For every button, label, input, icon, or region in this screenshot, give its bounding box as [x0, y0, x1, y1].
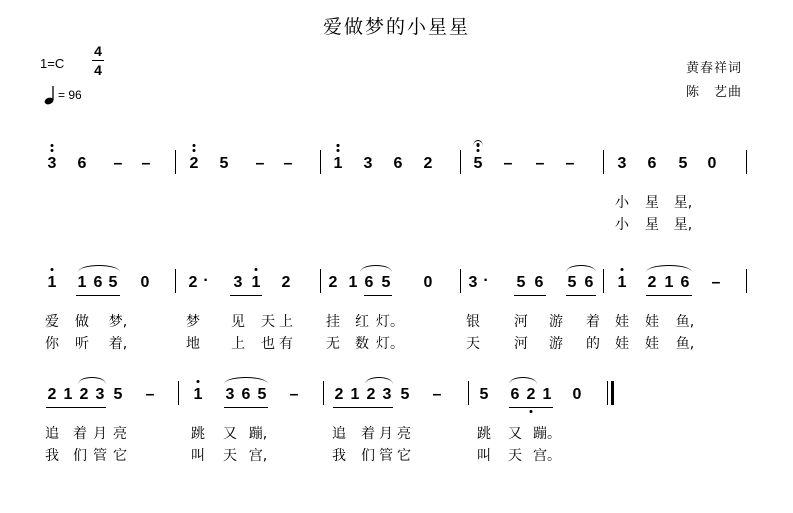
note: 6	[77, 155, 87, 172]
lyric-verse-1: 蹦,	[248, 426, 268, 442]
lyricist-credit: 黄春祥词	[686, 61, 743, 76]
lyric-verse-1: 跳	[477, 426, 491, 442]
note: 5	[381, 274, 391, 291]
lyric-verse-1: 月	[93, 426, 107, 442]
lyric-verse-2: 天	[508, 448, 522, 464]
augmentation-dot: ·	[483, 272, 489, 289]
lyric-verse-2: 娃	[645, 336, 659, 352]
barline	[460, 269, 461, 293]
note: 6	[510, 386, 520, 403]
lyric-verse-2: 天	[466, 336, 480, 352]
dash-extension: –	[255, 155, 265, 172]
beam-underline	[364, 295, 392, 296]
beam-underline	[333, 407, 393, 408]
barline	[746, 150, 747, 174]
slur-tie	[224, 377, 268, 384]
dash-extension: –	[711, 274, 721, 291]
beam-underline	[566, 295, 596, 296]
lyric-verse-2: 它	[113, 448, 127, 464]
lyric-verse-2: 小	[615, 217, 629, 233]
lyric-verse-1: 着	[361, 426, 375, 442]
barline	[175, 150, 176, 174]
lyric-verse-1: 着	[73, 426, 87, 442]
dash-extension: –	[145, 386, 155, 403]
note: 1	[333, 155, 343, 172]
barline	[746, 269, 747, 293]
note: 6	[93, 274, 103, 291]
barline	[603, 150, 604, 174]
note: 1	[193, 386, 203, 403]
lyric-verse-2: 叫	[191, 448, 205, 464]
note: 0	[140, 274, 150, 291]
lyric-verse-2: 听	[75, 336, 89, 352]
quarter-note-icon	[44, 86, 58, 106]
slur-tie	[78, 377, 106, 384]
lyric-verse-2: 天	[223, 448, 237, 464]
octave-dot-high	[337, 149, 340, 152]
note: 3	[47, 155, 57, 172]
note: 6	[393, 155, 403, 172]
octave-dot-high	[255, 268, 258, 271]
note: 5	[516, 274, 526, 291]
lyric-verse-2: 星	[645, 217, 659, 233]
lyric-verse-2: 河	[514, 336, 528, 352]
octave-dot-high	[477, 149, 480, 152]
lyric-verse-1: 着	[586, 314, 600, 330]
lyric-verse-2: 们	[73, 448, 87, 464]
composer-credit: 陈 艺曲	[686, 85, 743, 100]
note: 2	[334, 386, 344, 403]
octave-dot-high	[337, 144, 340, 147]
octave-dot-low	[530, 410, 533, 413]
octave-dot-high	[477, 144, 480, 147]
beam-underline	[514, 295, 546, 296]
octave-dot-high	[193, 144, 196, 147]
slur-tie	[509, 377, 537, 384]
beam-underline	[46, 407, 106, 408]
beam-underline	[224, 407, 268, 408]
note: 3	[363, 155, 373, 172]
time-signature-bottom: 4	[94, 62, 102, 78]
note: 3	[382, 386, 392, 403]
note: 5	[219, 155, 229, 172]
octave-dot-high	[621, 268, 624, 271]
lyric-verse-1: 做	[75, 314, 89, 330]
slur-tie	[646, 265, 692, 272]
note: 2	[366, 386, 376, 403]
note: 1	[63, 386, 73, 403]
dash-extension: –	[535, 155, 545, 172]
lyric-verse-2: 它	[397, 448, 411, 464]
lyric-verse-1: 追	[45, 426, 59, 442]
note: 5	[567, 274, 577, 291]
note: 0	[423, 274, 433, 291]
note: 1	[350, 386, 360, 403]
lyric-verse-1: 月	[379, 426, 393, 442]
note: 6	[680, 274, 690, 291]
lyric-verse-1: 蹦。	[533, 426, 561, 442]
note: 2	[423, 155, 433, 172]
note: 5	[473, 155, 483, 172]
time-signature	[92, 43, 104, 78]
lyric-verse-2: 也	[261, 336, 275, 352]
lyric-verse-2: 宫。	[533, 448, 561, 464]
final-barline-thick	[611, 381, 614, 405]
note: 6	[364, 274, 374, 291]
lyric-verse-2: 管	[379, 448, 393, 464]
dash-extension: –	[565, 155, 575, 172]
lyric-verse-2: 们	[361, 448, 375, 464]
lyric-verse-1: 灯。	[376, 314, 404, 330]
lyric-verse-1: 游	[549, 314, 563, 330]
lyric-verse-1: 又	[508, 426, 522, 442]
lyric-verse-1: 银	[466, 314, 480, 330]
dash-extension: –	[141, 155, 151, 172]
octave-dot-high	[51, 268, 54, 271]
note: 1	[77, 274, 87, 291]
note: 1	[251, 274, 261, 291]
lyric-verse-2: 我	[45, 448, 59, 464]
lyric-verse-2: 娃	[615, 336, 629, 352]
octave-dot-high	[51, 144, 54, 147]
song-title: 爱做梦的小星星	[322, 16, 470, 38]
lyric-verse-1: 跳	[191, 426, 205, 442]
slur-tie	[360, 265, 392, 272]
note: 0	[572, 386, 582, 403]
lyric-verse-1: 挂	[326, 314, 340, 330]
final-barline-thin	[607, 381, 608, 405]
note: 2	[47, 386, 57, 403]
tempo-marking	[44, 86, 82, 106]
note: 3	[233, 274, 243, 291]
lyric-verse-1: 见	[231, 314, 245, 330]
note: 1	[664, 274, 674, 291]
lyric-verse-1: 娃	[645, 314, 659, 330]
lyric-verse-2: 上	[231, 336, 245, 352]
note: 5	[479, 386, 489, 403]
tempo-value: = 96	[58, 88, 82, 103]
lyric-verse-1: 红	[355, 314, 369, 330]
note: 2	[526, 386, 536, 403]
lyric-verse-2: 星,	[673, 217, 693, 233]
lyric-verse-1: 爱	[45, 314, 59, 330]
beam-underline	[509, 407, 553, 408]
dash-extension: –	[503, 155, 513, 172]
note: 3	[95, 386, 105, 403]
note: 6	[534, 274, 544, 291]
barline	[323, 381, 324, 405]
lyric-verse-2: 有	[279, 336, 293, 352]
dash-extension: –	[432, 386, 442, 403]
lyric-verse-2: 灯。	[376, 336, 404, 352]
barline	[320, 269, 321, 293]
augmentation-dot: ·	[203, 272, 209, 289]
lyric-verse-2: 管	[93, 448, 107, 464]
lyric-verse-1: 天	[261, 314, 275, 330]
lyric-verse-2: 游	[549, 336, 563, 352]
note: 6	[584, 274, 594, 291]
octave-dot-high	[193, 149, 196, 152]
lyric-verse-2: 你	[45, 336, 59, 352]
beam-underline	[76, 295, 120, 296]
note: 2	[189, 155, 199, 172]
lyric-verse-1: 鱼,	[675, 314, 695, 330]
barline	[175, 269, 176, 293]
beam-underline	[230, 295, 262, 296]
note: 2	[79, 386, 89, 403]
lyric-verse-2: 宫,	[248, 448, 268, 464]
barline	[178, 381, 179, 405]
beam-underline	[646, 295, 692, 296]
note: 1	[542, 386, 552, 403]
lyric-verse-2: 无	[326, 336, 340, 352]
dash-extension: –	[113, 155, 123, 172]
lyric-verse-2: 叫	[477, 448, 491, 464]
lyric-verse-1: 河	[514, 314, 528, 330]
note: 3	[617, 155, 627, 172]
note: 3	[225, 386, 235, 403]
slur-tie	[78, 265, 120, 272]
note: 1	[617, 274, 627, 291]
lyric-verse-1: 星	[645, 195, 659, 211]
note: 2	[647, 274, 657, 291]
lyric-verse-1: 又	[223, 426, 237, 442]
lyric-verse-1: 梦,	[108, 314, 128, 330]
lyric-verse-1: 星,	[673, 195, 693, 211]
note: 6	[647, 155, 657, 172]
lyric-verse-2: 着,	[108, 336, 128, 352]
octave-dot-high	[51, 149, 54, 152]
lyric-verse-2: 鱼,	[675, 336, 695, 352]
lyric-verse-2: 我	[332, 448, 346, 464]
note: 2	[188, 274, 198, 291]
slur-tie	[365, 377, 393, 384]
note: 5	[113, 386, 123, 403]
key-signature: 1=C	[40, 56, 65, 71]
dash-extension: –	[289, 386, 299, 403]
note: 1	[348, 274, 358, 291]
note: 6	[241, 386, 251, 403]
lyric-verse-1: 亮	[113, 426, 127, 442]
lyric-verse-1: 梦	[186, 314, 200, 330]
octave-dot-high	[197, 380, 200, 383]
lyric-verse-2: 地	[186, 336, 200, 352]
note: 5	[678, 155, 688, 172]
time-signature-top: 4	[94, 43, 102, 59]
note: 3	[468, 274, 478, 291]
slur-tie	[566, 265, 596, 272]
note: 0	[707, 155, 717, 172]
barline	[320, 150, 321, 174]
lyric-verse-1: 上	[279, 314, 293, 330]
barline	[603, 269, 604, 293]
lyric-verse-1: 追	[332, 426, 346, 442]
lyric-verse-1: 小	[615, 195, 629, 211]
note: 2	[328, 274, 338, 291]
barline	[468, 381, 469, 405]
note: 5	[400, 386, 410, 403]
lyric-verse-1: 亮	[397, 426, 411, 442]
note: 5	[257, 386, 267, 403]
lyric-verse-1: 娃	[615, 314, 629, 330]
dash-extension: –	[283, 155, 293, 172]
lyric-verse-2: 的	[586, 336, 600, 352]
note: 1	[47, 274, 57, 291]
barline	[460, 150, 461, 174]
note: 5	[108, 274, 118, 291]
note: 2	[281, 274, 291, 291]
lyric-verse-2: 数	[355, 336, 369, 352]
